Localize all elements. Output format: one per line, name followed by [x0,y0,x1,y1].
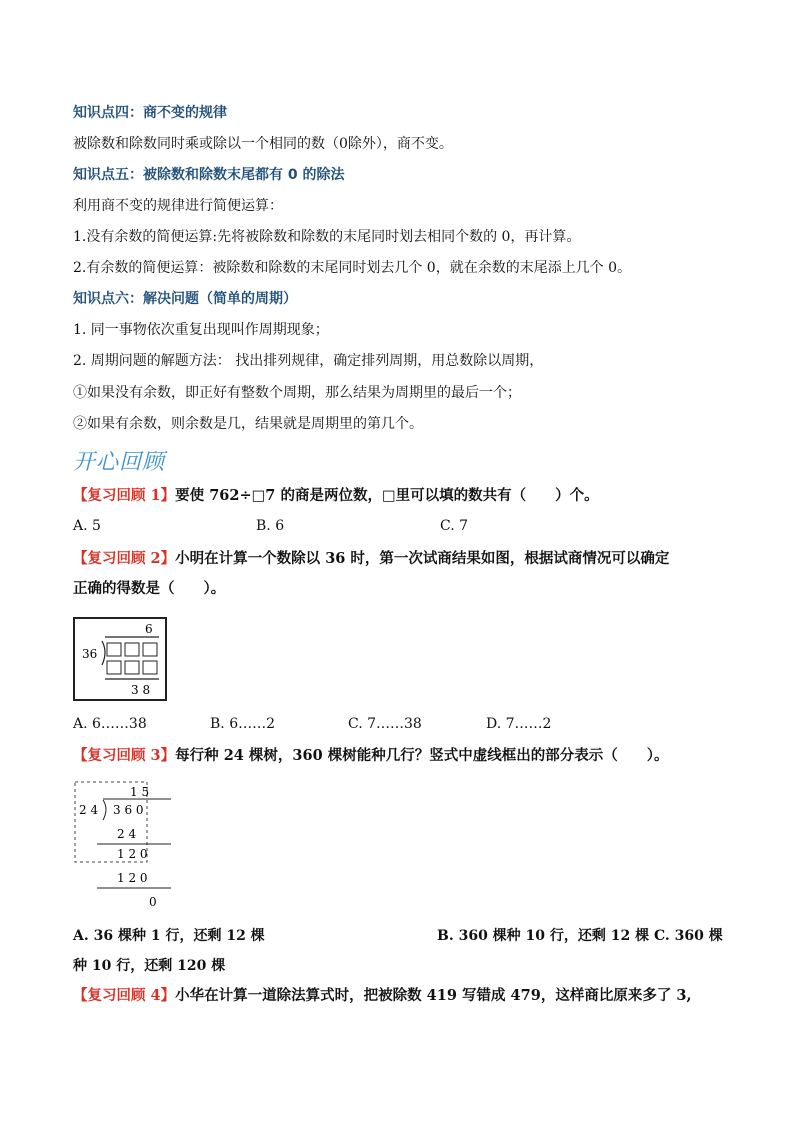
q3-option-b-c[interactable]: B. 360 棵种 10 行，还剩 12 棵 C. 360 棵 [437,928,723,944]
kp5-title: 知识点五：被除数和除数末尾都有 0 的除法 [73,167,345,183]
division-figure-1-svg [75,619,165,699]
question-3-tag: 【复习回顾 3】 [73,747,176,764]
q1-option-a[interactable]: A. 5 [73,518,101,534]
question-1 [73,486,599,506]
kp6-line4: ②如果有余数，则余数是几，结果就是周期里的第几个。 [73,416,423,432]
question-1-tag: 【复习回顾 1】 [73,487,176,504]
kp5-line3: 2.有余数的简便运算：被除数和除数的末尾同时划去几个 0，就在余数的末尾添上几个 0。 [73,260,632,276]
fig2-divisor: 2 4 [79,803,99,817]
q2-option-a[interactable]: A. 6……38 [73,716,147,732]
fig2-step1: 2 4 [117,827,137,841]
q1-option-b[interactable]: B. 6 [256,518,285,534]
question-2-text: 小明在计算一个数除以 36 时，第一次试商结果如图，根据试商情况可以确定 [175,550,670,567]
q2-option-d[interactable]: D. 7……2 [486,716,552,732]
question-2-tag: 【复习回顾 2】 [73,550,176,567]
fig1-quotient: 6 [145,622,153,636]
kp6-title: 知识点六：解决问题（简单的周期） [73,291,297,307]
fig2-remainder: 0 [149,895,157,909]
question-1-text: 要使 762÷□7 的商是两位数，□里可以填的数共有（ ）个。 [175,487,599,504]
question-2 [73,549,669,569]
division-figure-2-svg [73,780,183,910]
question-4-text: 小华在计算一道除法算式时，把被除数 419 写错成 479，这样商比原来多了 3, [175,987,692,1004]
kp5-line2: 1.没有余数的简便运算:先将被除数和除数的末尾同时划去相同个数的 0，再计算。 [73,229,581,245]
fig2-step2: 1 2 0 [117,847,148,861]
fig2-quotient: 1 5 [130,785,150,799]
kp4-line: 被除数和除数同时乘或除以一个相同的数（0除外），商不变。 [73,136,453,152]
question-2-text-cont: 正确的得数是（ ）。 [73,580,226,597]
fig1-bottom: 3 8 [131,683,151,697]
kp6-line1: 1. 同一事物依次重复出现叫作周期现象； [73,322,329,338]
question-3 [73,746,668,766]
section-title: 开心回顾 [73,450,166,475]
kp6-line2: 2. 周期问题的解题方法： 找出排列规律，确定排列周期，用总数除以周期， [73,353,544,369]
division-figure-2 [73,780,183,910]
fig2-dividend: 3 6 0 [113,803,144,817]
fig2-step3: 1 2 0 [117,871,148,885]
division-figure-1 [73,617,167,701]
question-4 [73,986,692,1006]
kp4-title: 知识点四：商不变的规律 [73,105,227,121]
q3-option-a[interactable]: A. 36 棵种 1 行，还剩 12 棵 [73,928,265,944]
q1-option-c[interactable]: C. 7 [440,518,469,534]
question-4-tag: 【复习回顾 4】 [73,987,176,1004]
q2-option-b[interactable]: B. 6……2 [210,716,276,732]
kp6-line3: ①如果没有余数，即正好有整数个周期，那么结果为周期里的最后一个； [73,385,521,401]
question-3-text: 每行种 24 棵树，360 棵树能种几行？竖式中虚线框出的部分表示（ ）。 [175,747,669,764]
q3-option-c-cont[interactable]: 种 10 行，还剩 120 棵 [73,958,226,974]
fig1-divisor: 36 [82,647,98,661]
q2-option-c[interactable]: C. 7……38 [348,716,422,732]
kp5-line1: 利用商不变的规律进行简便运算： [73,198,283,214]
